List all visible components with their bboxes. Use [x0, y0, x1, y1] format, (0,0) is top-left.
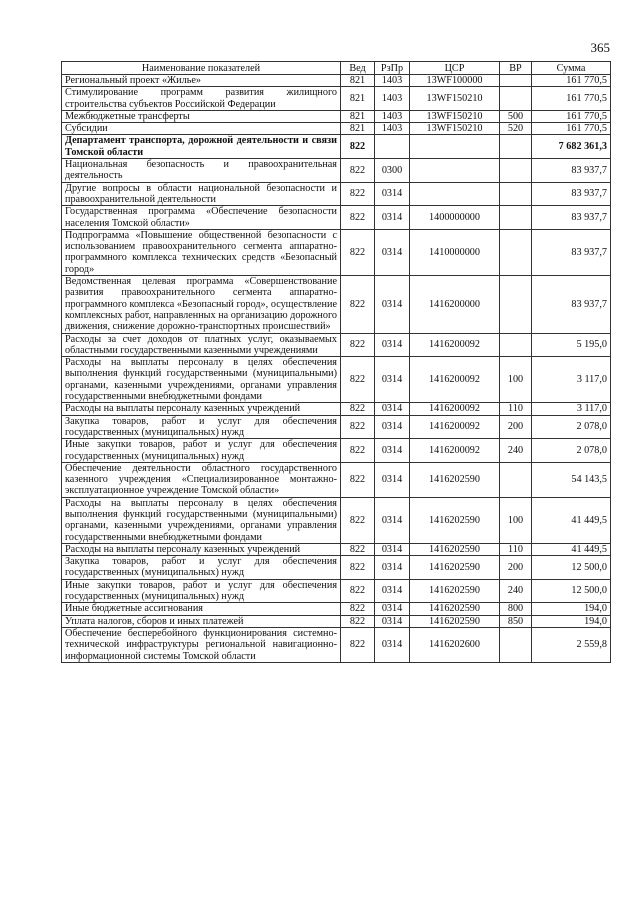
- cell-csr: 1416202590: [410, 603, 500, 615]
- cell-csr: 13WF100000: [410, 75, 500, 87]
- cell-ved: 822: [341, 556, 375, 580]
- table-row: [62, 615, 611, 627]
- cell-csr: 1416202600: [410, 627, 500, 662]
- cell-csr: 1416202590: [410, 462, 500, 497]
- cell-vr: [500, 276, 532, 333]
- cell-name: Расходы на выплаты персоналу казенных учреждений: [62, 403, 341, 415]
- cell-sum: 161 770,5: [532, 87, 611, 111]
- table-row: [62, 159, 611, 183]
- cell-sum: 2 078,0: [532, 439, 611, 463]
- header-rzpr: РзПр: [375, 62, 410, 75]
- cell-csr: 13WF150210: [410, 87, 500, 111]
- cell-name: Расходы на выплаты персоналу в целях обеспечения выполнения функций государственными (муниципальными) органами, казенными учреждениями, органами управления государственными внебюджетными фондами: [62, 357, 341, 403]
- cell-ved: 822: [341, 627, 375, 662]
- cell-ved: 822: [341, 229, 375, 275]
- cell-name: Ведомственная целевая программа «Совершенствование развития правоохранительного сегмента аппаратно-программного комплекса «Безопасный город», осуществление комплексных работ, направленных на организацию дорожного движения, снижение дорожно-транспортных происшествий»: [62, 276, 341, 333]
- table-row: [62, 603, 611, 615]
- cell-name: Другие вопросы в области национальной безопасности и правоохранительной деятельности: [62, 182, 341, 206]
- page-number: 365: [590, 40, 610, 55]
- cell-name: Закупка товаров, работ и услуг для обеспечения государственных (муниципальных) нужд: [62, 415, 341, 439]
- cell-csr: 1416200092: [410, 357, 500, 403]
- cell-sum: 83 937,7: [532, 206, 611, 230]
- cell-vr: [500, 333, 532, 357]
- cell-sum: 3 117,0: [532, 357, 611, 403]
- cell-ved: 822: [341, 403, 375, 415]
- budget-table: [61, 61, 611, 663]
- cell-rzpr: 0314: [375, 627, 410, 662]
- cell-rzpr: 0314: [375, 579, 410, 603]
- cell-name: Иные закупки товаров, работ и услуг для обеспечения государственных (муниципальных) нужд: [62, 579, 341, 603]
- header-vr: ВР: [500, 62, 532, 75]
- cell-sum: 12 500,0: [532, 579, 611, 603]
- header-csr: ЦСР: [410, 62, 500, 75]
- cell-csr: [410, 135, 500, 159]
- cell-vr: 800: [500, 603, 532, 615]
- cell-sum: 3 117,0: [532, 403, 611, 415]
- cell-csr: 1410000000: [410, 229, 500, 275]
- cell-name: Субсидии: [62, 123, 341, 135]
- cell-rzpr: 0314: [375, 556, 410, 580]
- cell-vr: 100: [500, 497, 532, 543]
- cell-rzpr: 0300: [375, 159, 410, 183]
- table-row: [62, 135, 611, 159]
- cell-name: Иные закупки товаров, работ и услуг для обеспечения государственных (муниципальных) нужд: [62, 439, 341, 463]
- cell-sum: 2 078,0: [532, 415, 611, 439]
- table-row: [62, 543, 611, 555]
- cell-sum: 12 500,0: [532, 556, 611, 580]
- cell-rzpr: 0314: [375, 415, 410, 439]
- cell-vr: [500, 462, 532, 497]
- table-row: [62, 462, 611, 497]
- cell-vr: 110: [500, 543, 532, 555]
- cell-vr: 110: [500, 403, 532, 415]
- table-row: [62, 415, 611, 439]
- cell-csr: 1416200000: [410, 276, 500, 333]
- cell-rzpr: 0314: [375, 403, 410, 415]
- header-ved: Вед: [341, 62, 375, 75]
- table-row: [62, 333, 611, 357]
- cell-ved: 822: [341, 462, 375, 497]
- header-sum: Сумма: [532, 62, 611, 75]
- cell-vr: 240: [500, 579, 532, 603]
- cell-ved: 822: [341, 182, 375, 206]
- cell-vr: [500, 627, 532, 662]
- cell-name: Департамент транспорта, дорожной деятельности и связи Томской области: [62, 135, 341, 159]
- cell-name: Закупка товаров, работ и услуг для обеспечения государственных (муниципальных) нужд: [62, 556, 341, 580]
- cell-sum: 54 143,5: [532, 462, 611, 497]
- cell-ved: 822: [341, 579, 375, 603]
- cell-rzpr: 0314: [375, 497, 410, 543]
- cell-csr: 1416202590: [410, 497, 500, 543]
- cell-vr: 240: [500, 439, 532, 463]
- cell-sum: 41 449,5: [532, 543, 611, 555]
- cell-name: Обеспечение бесперебойного функционирования системно-технической инфраструктуры региональной навигационно-информационной системы Томской области: [62, 627, 341, 662]
- cell-csr: 1416200092: [410, 439, 500, 463]
- cell-rzpr: 1403: [375, 123, 410, 135]
- cell-rzpr: 1403: [375, 87, 410, 111]
- cell-name: Государственная программа «Обеспечение безопасности населения Томской области»: [62, 206, 341, 230]
- table-row: [62, 87, 611, 111]
- table-row: [62, 276, 611, 333]
- table-body: [62, 75, 611, 663]
- cell-sum: 161 770,5: [532, 123, 611, 135]
- header-name: Наименование показателей: [62, 62, 341, 75]
- table-row: [62, 556, 611, 580]
- cell-name: Региональный проект «Жилье»: [62, 75, 341, 87]
- cell-vr: [500, 159, 532, 183]
- table-row: [62, 579, 611, 603]
- cell-name: Национальная безопасность и правоохранительная деятельность: [62, 159, 341, 183]
- cell-ved: 822: [341, 357, 375, 403]
- cell-rzpr: 0314: [375, 206, 410, 230]
- cell-ved: 821: [341, 87, 375, 111]
- cell-ved: 822: [341, 615, 375, 627]
- cell-ved: 821: [341, 123, 375, 135]
- cell-rzpr: 0314: [375, 439, 410, 463]
- cell-rzpr: 0314: [375, 543, 410, 555]
- cell-sum: 194,0: [532, 615, 611, 627]
- cell-csr: 1416202590: [410, 543, 500, 555]
- cell-vr: 200: [500, 415, 532, 439]
- cell-ved: 822: [341, 603, 375, 615]
- cell-name: Расходы на выплаты персоналу казенных учреждений: [62, 543, 341, 555]
- cell-csr: 1416202590: [410, 579, 500, 603]
- cell-rzpr: [375, 135, 410, 159]
- cell-vr: [500, 229, 532, 275]
- cell-vr: 200: [500, 556, 532, 580]
- cell-vr: [500, 135, 532, 159]
- cell-sum: 5 195,0: [532, 333, 611, 357]
- cell-rzpr: 0314: [375, 615, 410, 627]
- cell-sum: 7 682 361,3: [532, 135, 611, 159]
- cell-csr: 1416202590: [410, 556, 500, 580]
- cell-rzpr: 1403: [375, 110, 410, 122]
- cell-csr: 1400000000: [410, 206, 500, 230]
- table-row: [62, 357, 611, 403]
- cell-name: Стимулирование программ развития жилищного строительства субъектов Российской Федерации: [62, 87, 341, 111]
- cell-name: Подпрограмма «Повышение общественной безопасности с использованием правоохранительного сегмента аппаратно-программного комплекса технических средств «Безопасный город»: [62, 229, 341, 275]
- cell-sum: 41 449,5: [532, 497, 611, 543]
- cell-rzpr: 0314: [375, 182, 410, 206]
- cell-ved: 822: [341, 543, 375, 555]
- cell-ved: 821: [341, 110, 375, 122]
- cell-vr: [500, 206, 532, 230]
- table-row: [62, 206, 611, 230]
- table-row: [62, 75, 611, 87]
- cell-ved: 822: [341, 276, 375, 333]
- table-row: [62, 627, 611, 662]
- cell-rzpr: 0314: [375, 462, 410, 497]
- cell-rzpr: 0314: [375, 276, 410, 333]
- cell-sum: 83 937,7: [532, 276, 611, 333]
- cell-vr: 520: [500, 123, 532, 135]
- cell-name: Межбюджетные трансферты: [62, 110, 341, 122]
- cell-ved: 822: [341, 439, 375, 463]
- cell-rzpr: 0314: [375, 229, 410, 275]
- cell-vr: 500: [500, 110, 532, 122]
- table-header-row: [62, 62, 611, 75]
- cell-name: Расходы за счет доходов от платных услуг, оказываемых областными государственными казенными учреждениями: [62, 333, 341, 357]
- cell-sum: 83 937,7: [532, 159, 611, 183]
- cell-rzpr: 0314: [375, 333, 410, 357]
- cell-name: Уплата налогов, сборов и иных платежей: [62, 615, 341, 627]
- cell-rzpr: 1403: [375, 75, 410, 87]
- cell-csr: [410, 182, 500, 206]
- table-row: [62, 229, 611, 275]
- cell-sum: 161 770,5: [532, 75, 611, 87]
- cell-ved: 822: [341, 159, 375, 183]
- cell-csr: 1416200092: [410, 333, 500, 357]
- cell-sum: 2 559,8: [532, 627, 611, 662]
- cell-vr: 100: [500, 357, 532, 403]
- cell-csr: 1416200092: [410, 415, 500, 439]
- cell-vr: [500, 75, 532, 87]
- cell-csr: 13WF150210: [410, 110, 500, 122]
- cell-rzpr: 0314: [375, 603, 410, 615]
- cell-vr: 850: [500, 615, 532, 627]
- cell-ved: 822: [341, 415, 375, 439]
- cell-sum: 161 770,5: [532, 110, 611, 122]
- table-row: [62, 110, 611, 122]
- cell-ved: 822: [341, 135, 375, 159]
- cell-name: Обеспечение деятельности областного государственного казенного учреждения «Специализированное монтажно-эксплуатационное учреждение Томской области»: [62, 462, 341, 497]
- cell-ved: 821: [341, 75, 375, 87]
- cell-ved: 822: [341, 333, 375, 357]
- cell-ved: 822: [341, 206, 375, 230]
- cell-csr: 13WF150210: [410, 123, 500, 135]
- cell-sum: 83 937,7: [532, 182, 611, 206]
- cell-csr: 1416202590: [410, 615, 500, 627]
- cell-sum: 194,0: [532, 603, 611, 615]
- table-row: [62, 123, 611, 135]
- cell-csr: [410, 159, 500, 183]
- cell-sum: 83 937,7: [532, 229, 611, 275]
- cell-vr: [500, 182, 532, 206]
- table-row: [62, 182, 611, 206]
- cell-ved: 822: [341, 497, 375, 543]
- cell-csr: 1416200092: [410, 403, 500, 415]
- cell-rzpr: 0314: [375, 357, 410, 403]
- cell-name: Расходы на выплаты персоналу в целях обеспечения выполнения функций государственными (муниципальными) органами, казенными учреждениями, органами управления государственными внебюджетными фондами: [62, 497, 341, 543]
- table-row: [62, 403, 611, 415]
- cell-name: Иные бюджетные ассигнования: [62, 603, 341, 615]
- table-row: [62, 439, 611, 463]
- table-row: [62, 497, 611, 543]
- cell-vr: [500, 87, 532, 111]
